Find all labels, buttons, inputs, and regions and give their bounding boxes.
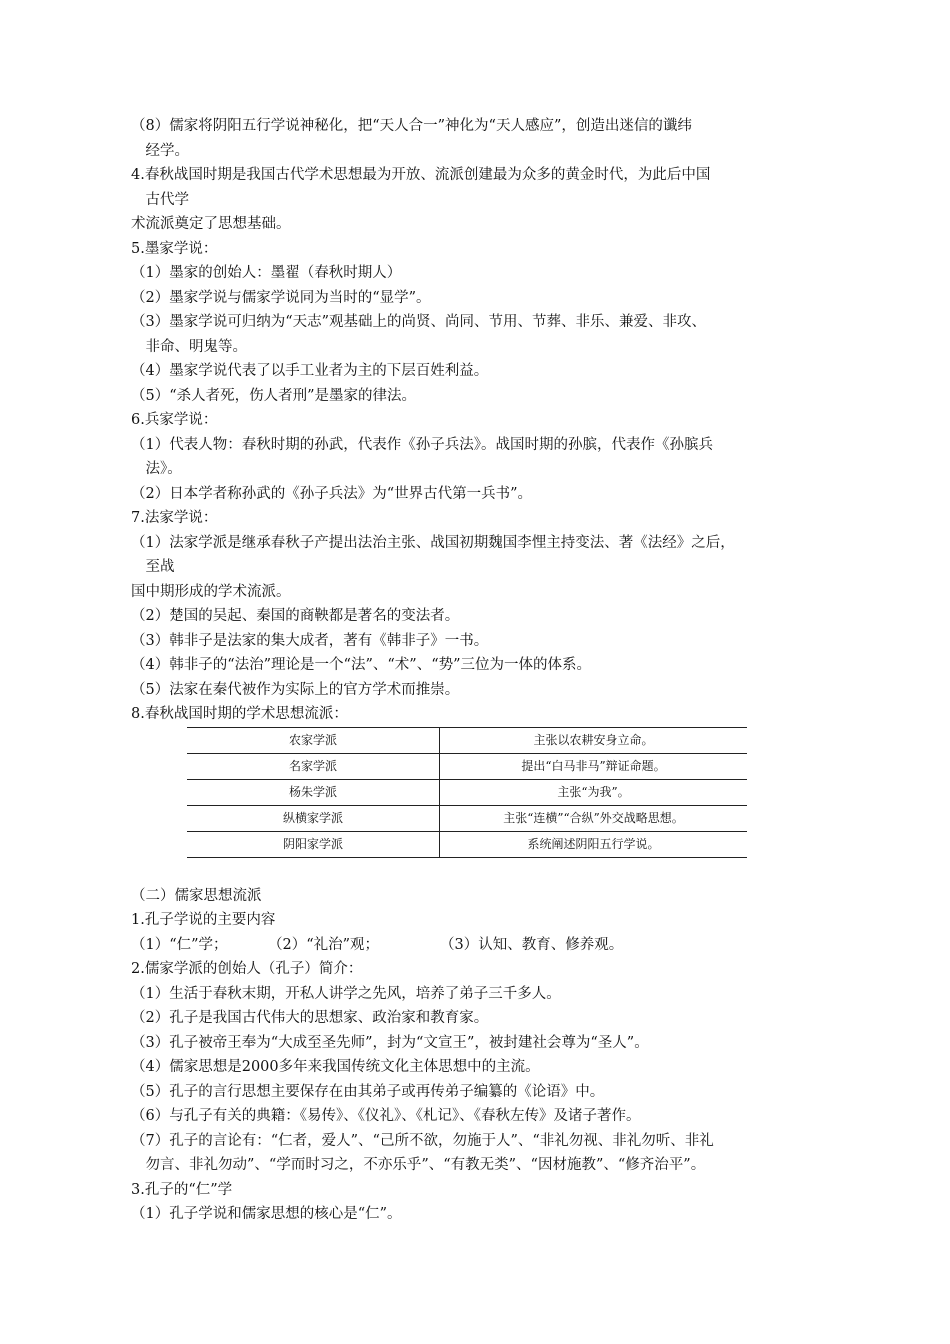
schools-table [187, 727, 747, 858]
spacer [131, 858, 816, 884]
text-line: （二）儒家思想流派 [131, 887, 262, 904]
text-block-bottom [131, 957, 816, 1227]
text-line: （4）墨家学说代表了以手工业者为主的下层百姓利益。 [131, 363, 489, 379]
text-line: （6）与孔子有关的典籍：《易传》、《仪礼》、《札记》、《春秋左传》及诸子著作。 [131, 1108, 641, 1124]
text-line: （2）孔子是我国古代伟大的思想家、政治家和教育家。 [131, 1010, 489, 1026]
text-line: 1.孔子学说的主要内容 [131, 912, 276, 928]
confucius-content-list [131, 933, 816, 958]
text-line: 经学。 [145, 142, 189, 159]
text-line: （3）孔子被帝王奉为“大成至圣先师”，封为“文宣王”，被封建社会尊为“圣人”。 [131, 1034, 649, 1051]
text-line: 国中期形成的学术流派。 [131, 583, 291, 600]
text-line: （1）墨家的创始人：墨翟（春秋时期人） [131, 265, 402, 281]
text-line: 术流派奠定了思想基础。 [131, 216, 291, 232]
text-line: 法》。 [145, 461, 182, 477]
table-row [187, 805, 747, 831]
school-name-cell: 阴阳家学派 [187, 831, 440, 857]
text-line: 2.儒家学派的创始人（孔子）简介： [131, 961, 363, 977]
text-block-top [131, 114, 816, 727]
school-description-cell: 主张“连横”“合纵”外交战略思想。 [440, 805, 748, 831]
text-line: （4）韩非子的“法治”理论是一个“法”、“术”、“势”三位为一体的体系。 [131, 657, 592, 673]
table-row [187, 727, 747, 753]
text-line: （5）法家在秦代被作为实际上的官方学术而推崇。 [131, 681, 460, 698]
text-line: （2）日本学者称孙武的《孙子兵法》为“世界古代第一兵书”。 [131, 485, 533, 502]
text-line: （2）楚国的吴起、秦国的商鞅都是著名的变法者。 [131, 608, 460, 624]
school-name-cell: 农家学派 [187, 727, 440, 753]
school-description-cell: 系统阐述阴阳五行学说。 [440, 831, 748, 857]
table-row [187, 831, 747, 857]
text-line: 非命、明鬼等。 [145, 338, 247, 355]
school-description-cell: 提出“白马非马”辩证命题。 [440, 753, 748, 779]
confucius-content-item: （1）“仁”学； [131, 936, 228, 953]
text-line: （1）生活于春秋末期，开私人讲学之先风，培养了弟子三千多人。 [131, 985, 561, 1002]
text-line: 勿言、非礼勿动”、“学而时习之，不亦乐乎”、“有教无类”、“因材施教”、“修齐治平”。 [145, 1157, 706, 1173]
text-line: （1）法家学派是继承春秋子产提出法治主张、战国初期魏国李悝主持变法、著《法经》之后， [131, 534, 735, 551]
text-line: （7）孔子的言论有：“仁者，爱人”、“己所不欲，勿施于人”、“非礼勿视、非礼勿听、非礼 [131, 1132, 714, 1149]
table-row [187, 779, 747, 805]
school-description-cell: 主张以农耕安身立命。 [440, 727, 748, 753]
text-line: 7.法家学说： [131, 510, 218, 526]
text-line: （5）孔子的言行思想主要保存在由其弟子或再传弟子编纂的《论语》中。 [131, 1083, 605, 1100]
text-line: 8.春秋战国时期的学术思想流派： [131, 706, 348, 722]
text-line: （3）韩非子是法家的集大成者，著有《韩非子》一书。 [131, 632, 489, 649]
document-page [131, 114, 816, 1227]
table-row [187, 753, 747, 779]
text-line: 古代学 [145, 191, 189, 208]
confucius-content-item: （3）认知、教育、修养观。 [440, 936, 624, 953]
school-name-cell: 杨朱学派 [187, 779, 440, 805]
text-block-middle [131, 884, 816, 933]
text-line: 3.孔子的“仁”学 [131, 1181, 233, 1198]
text-line: （1）代表人物：春秋时期的孙武，代表作《孙子兵法》。战国时期的孙膑，代表作《孙膑兵 [131, 436, 713, 453]
text-line: 4.春秋战国时期是我国古代学术思想最为开放、流派创建最为众多的黄金时代，为此后中国 [131, 167, 711, 183]
text-line: 5.墨家学说： [131, 240, 218, 257]
school-name-cell: 名家学派 [187, 753, 440, 779]
text-line: （2）墨家学说与儒家学说同为当时的“显学”。 [131, 289, 431, 306]
confucius-content-item: （2）“礼治”观； [268, 936, 380, 953]
text-line: （1）孔子学说和儒家思想的核心是“仁”。 [131, 1206, 402, 1222]
text-line: 6.兵家学说： [131, 412, 218, 428]
text-line: （8）儒家将阴阳五行学说神秘化，把“天人合一”神化为“天人感应”，创造出迷信的谶纬 [131, 118, 692, 134]
school-name-cell: 纵横家学派 [187, 805, 440, 831]
text-line: （4）儒家思想是2000多年来我国传统文化主体思想中的主流。 [131, 1059, 540, 1075]
school-description-cell: 主张“为我”。 [440, 779, 748, 805]
text-line: 至战 [145, 559, 175, 575]
text-line: （5）“杀人者死，伤人者刑”是墨家的律法。 [131, 387, 417, 404]
text-line: （3）墨家学说可归纳为“天志”观基础上的尚贤、尚同、节用、节葬、非乐、兼爱、非攻、 [131, 314, 707, 330]
